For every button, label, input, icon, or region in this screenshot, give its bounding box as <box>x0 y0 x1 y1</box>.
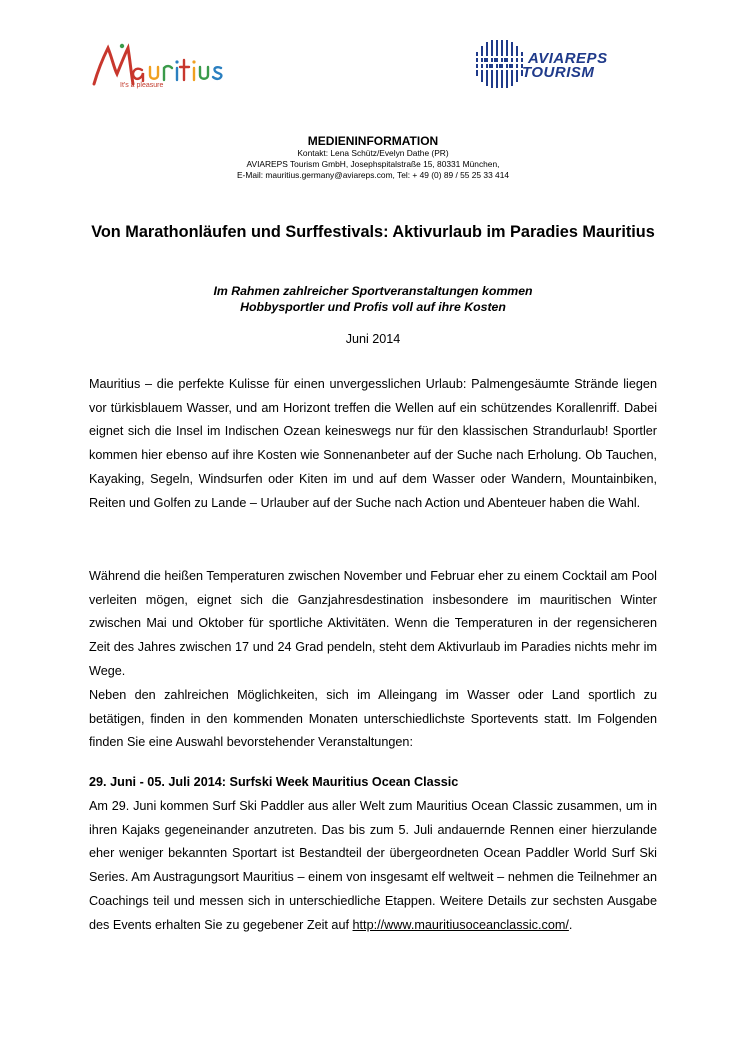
subheadline-line: Im Rahmen zahlreicher Sportveranstaltungen kommen <box>213 284 533 298</box>
publication-date: Juni 2014 <box>345 332 401 346</box>
event-text-end: . <box>568 917 573 932</box>
body-paragraph: Mauritius – die perfekte Kulisse für einen unvergesslichen Urlaub: Palmengesäumte Strände liegen vor türkisblauem Wasser, und am Horizont treffen die Wellen auf ein schützendes Korallenriff. Dabei eignet sich die Insel im Indischen Ozean keineswegs nur für den klassischen Strandurlaub! Sportler kommen hier ebenso auf ihre Kosten wie Sonnenanbeter auf der Suche nach Erholung. Ob Tauchen, Kayaking, Segeln, Windsurfen oder Kiten im und auf dem Wasser oder Wandern, Mountainbiken, Reiten und Golfen zu Lande – Urlauber auf der Suche nach Action und Abenteuer haben die Wahl. <box>89 377 657 510</box>
event-website-link[interactable]: http://www.mauritiusoceanclassic.com/ <box>352 917 569 932</box>
event-text: Am 29. Juni kommen Surf Ski Paddler aus aller Welt zum Mauritius Ocean Classic zusammen, um in ihren Kajaks gegeneinander anzutreten. Das bis zum 5. Juli andauernde Rennen einer hierzulande eher weniger bekannten Sportart ist Bestandteil der übergeordneten Ocean Paddler World Surf Ski Series. Am Austragungsort Mauritius – einem von insgesamt elf weltweit – nehmen die Teilnehmer an Coachings teil und messen sich in unterschiedliche Etappen. Weitere Details zur sechsten Ausgabe des Events erhalten Sie zu gegebener Zeit auf <box>89 799 657 932</box>
event-paragraph <box>89 795 657 937</box>
email-phone-line: E-Mail: mauritius.germany@aviareps.com, Tel: + 49 (0) 89 / 55 25 33 414 <box>236 170 510 180</box>
document-type-title: MEDIENINFORMATION <box>307 134 439 148</box>
mauritius-logo <box>90 40 230 96</box>
contact-line: Kontakt: Lena Schütz/Evelyn Dathe (PR) <box>297 148 449 158</box>
address-line: AVIAREPS Tourism GmbH, Josephspitalstraße 15, 80331 München, <box>246 159 500 169</box>
headline: Von Marathonläufen und Surffestivals: Aktivurlaub im Paradies Mauritius <box>91 223 655 241</box>
subheadline <box>110 283 636 315</box>
aviareps-logo <box>470 40 660 88</box>
aviareps-globe-icon <box>470 40 530 88</box>
event-heading: 29. Juni - 05. Juli 2014: Surfski Week Mauritius Ocean Classic <box>89 775 459 789</box>
body-paragraph: Neben den zahlreichen Möglichkeiten, sich im Alleingang im Wasser oder Land sportlich zu betätigen, finden in den kommenden Monaten unterschiedlichste Sportevents statt. Im Folgenden finden Sie eine Auswahl bevorstehender Veranstaltungen: <box>89 688 657 750</box>
mauritius-tagline: It's a pleasure <box>120 82 164 89</box>
aviareps-wordmark: AVIAREPS <box>528 50 608 67</box>
subheadline-line: Hobbysportler und Profis voll auf ihre Kosten <box>240 300 506 314</box>
press-header <box>150 134 596 181</box>
body-paragraph: Während die heißen Temperaturen zwischen November und Februar eher zu einem Cocktail am Pool verleiten mögen, eignet sich die Ganzjahresdestination insbesondere im mauritischen Winter zwischen Mai und Oktober für sportliche Aktivitäten. Wenn die Temperaturen in der regensicheren Zeit des Jahres zwischen 17 und 24 Grad pendeln, steht dem Aktivurlaub im Paradies nichts mehr im Wege. <box>89 569 657 678</box>
tourism-wordmark: TOURISM <box>522 64 595 81</box>
